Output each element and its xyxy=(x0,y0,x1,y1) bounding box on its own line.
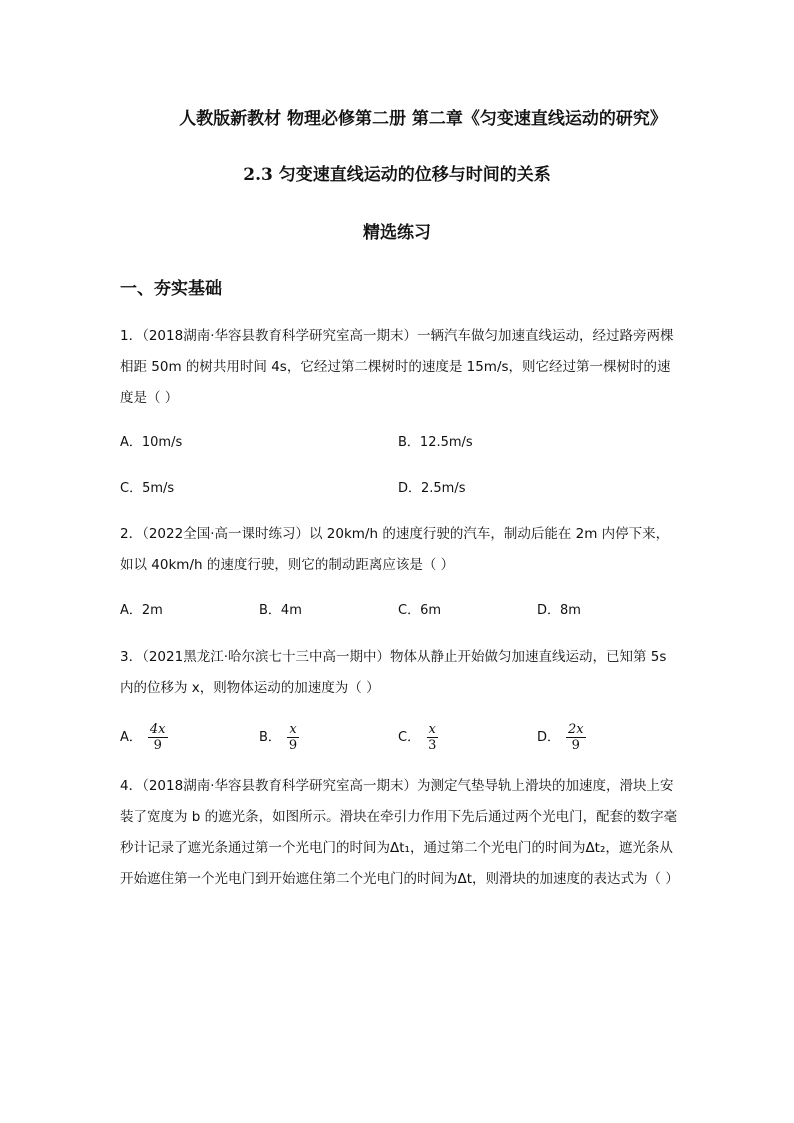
option-label: D． xyxy=(537,730,561,745)
question-1-option-a: A．10m/s xyxy=(120,435,183,450)
fraction xyxy=(148,722,168,753)
question-2-option-d: D．8m xyxy=(537,603,581,618)
question-4-text: 4．（2018湖南·华容县教育科学研究室高一期末）为测定气垫导轨上滑块的加速度，滑块上安装了宽度为 b 的遮光条，如图所示。滑块在牵引力作用下先后通过两个光电门，配套的数字毫秒计记录了遮光条通过第一个光电门的时间为Δt₁，通过第二个光电门的时间为Δt₂，遮光条从开始遮住第一个光电门到开始遮住第二个光电门的时间为Δt，则滑块的加速度的表达式为（ ） xyxy=(120,778,679,887)
question-3-option-a xyxy=(120,722,168,753)
fraction-numerator: 2x xyxy=(568,722,584,737)
question-2-option-b: B．4m xyxy=(259,603,302,618)
fraction xyxy=(426,722,438,753)
fraction-numerator: x xyxy=(428,722,436,737)
section-heading: 一、夯实基础 xyxy=(120,279,222,299)
fraction-numerator: 4x xyxy=(149,722,166,737)
fraction-denominator: 3 xyxy=(428,738,437,753)
fraction-denominator: 9 xyxy=(288,738,298,753)
fraction-denominator: 9 xyxy=(153,738,162,753)
exercise-subtitle: 精选练习 xyxy=(363,223,431,243)
question-1-option-b: B．12.5m/s xyxy=(398,435,473,450)
lesson-title: 2.3 匀变速直线运动的位移与时间的关系 xyxy=(243,165,551,185)
question-3-text: 3．（2021黑龙江·哈尔滨七十三中高一期中）物体从静止开始做匀加速直线运动，已知第 5s 内的位移为 x，则物体运动的加速度为（ ） xyxy=(120,649,667,696)
option-label: B． xyxy=(259,730,281,745)
question-3-option-b xyxy=(259,722,299,753)
question-2-text: 2．（2022全国·高一课时练习）以 20km/h 的速度行驶的汽车，制动后能在 2m 内停下来，如以 40km/h 的速度行驶，则它的制动距离应该是（ ） xyxy=(120,526,670,573)
fraction-numerator: x xyxy=(289,722,297,737)
fraction-denominator: 9 xyxy=(571,738,580,753)
question-3-option-c xyxy=(398,722,438,753)
question-2-option-c: C．6m xyxy=(398,603,442,618)
document-title: 人教版新教材 物理必修第二册 第二章《匀变速直线运动的研究》 xyxy=(179,109,667,129)
fraction xyxy=(287,722,299,753)
option-label: C． xyxy=(398,730,421,745)
question-1-option-d: D．2.5m/s xyxy=(398,481,466,496)
question-1-text: 1．（2018湖南·华容县教育科学研究室高一期末）一辆汽车做匀加速直线运动，经过路旁两棵相距 50m 的树共用时间 4s，它经过第二棵树时的速度是 15m/s，则它经过第一棵树时的速度是（ ） xyxy=(120,328,674,406)
fraction xyxy=(566,722,586,753)
question-3-option-d xyxy=(537,722,586,753)
question-2-option-a: A．2m xyxy=(120,603,163,618)
question-1-option-c: C．5m/s xyxy=(120,481,175,496)
option-label: A． xyxy=(120,730,142,745)
